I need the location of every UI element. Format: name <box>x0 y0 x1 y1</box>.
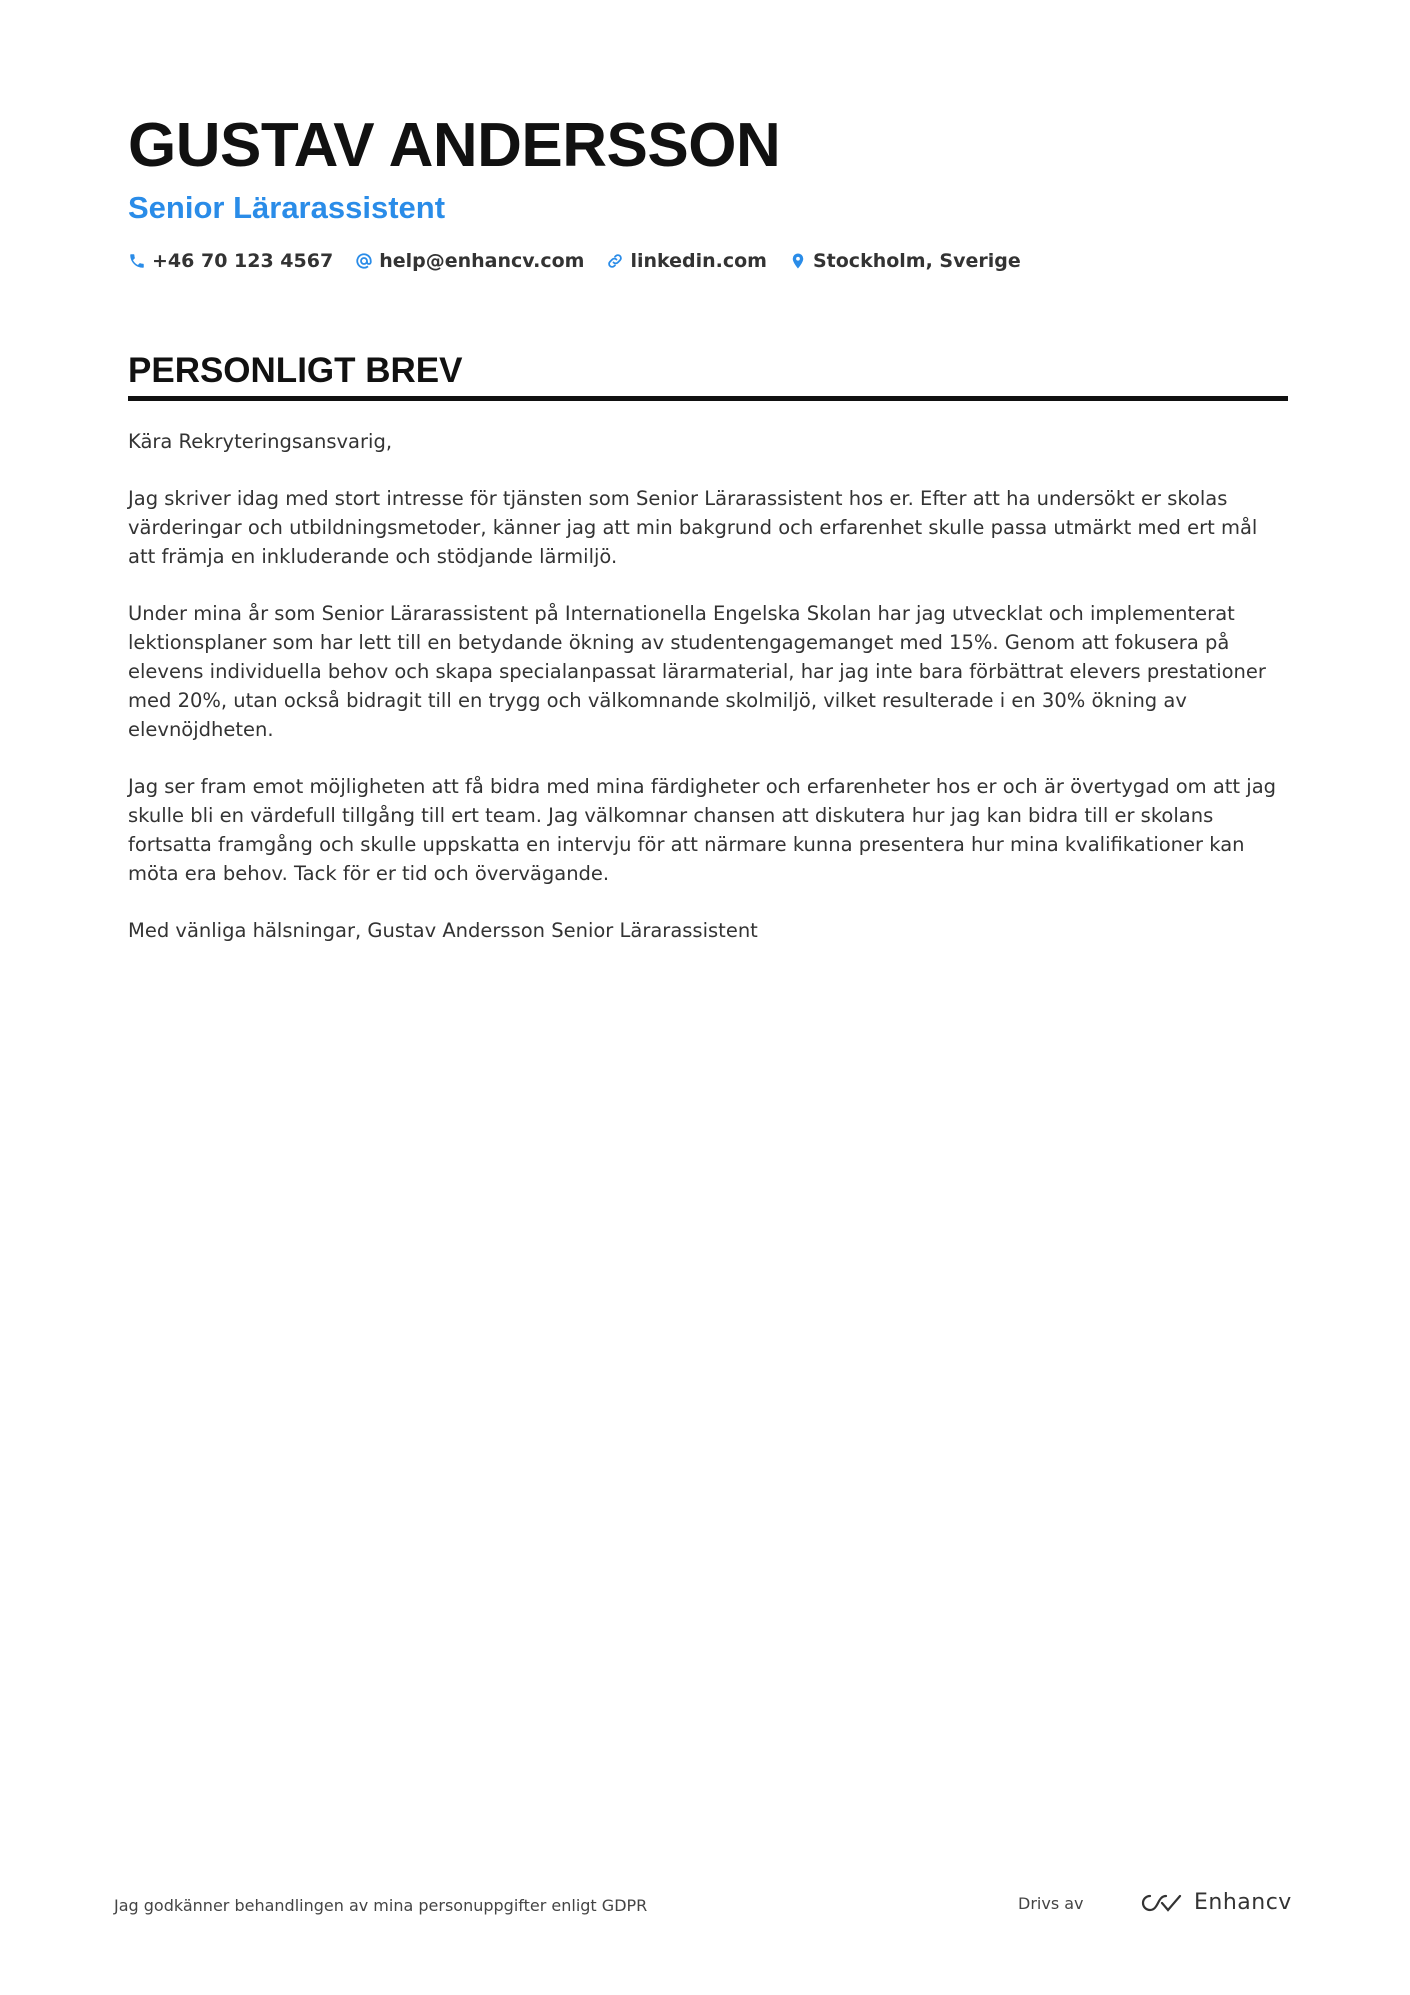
section-heading: PERSONLIGT BREV <box>128 350 1288 401</box>
job-title: Senior Lärarassistent <box>128 190 446 225</box>
letter-paragraph: Under mina år som Senior Lärarassistent på Internationella Engelska Skolan har jag utvecklat och implementerat lektionsplaner som har lett till en betydande ökning av studentengagemanget med 15%. Genom att fokusera på elevens individuella behov och skapa specialanpassat lärarmaterial, har jag inte bara förbättrat elevers prestationer med 20%, utan också bidragit till en trygg och välkomnande skolmiljö, vilket resulterade i en 30% ökning av elevnöjdheten. <box>128 602 1266 741</box>
letter-closing: Med vänliga hälsningar, Gustav Andersson Senior Lärarassistent <box>128 919 758 942</box>
cover-letter-body <box>128 427 1288 945</box>
candidate-name: GUSTAV ANDERSSON <box>128 111 781 180</box>
letter-paragraph: Jag skriver idag med stort intresse för tjänsten som Senior Lärarassistent hos er. Efter att ha undersökt er skolas värderingar och utbildningsmetoder, känner jag att min bakgrund och erfarenhet skulle passa utmärkt med ert mål att främja en inkluderande och stödjande lärmiljö. <box>128 487 1258 568</box>
location-pin-icon <box>789 252 807 270</box>
gdpr-consent-text: Jag godkänner behandlingen av mina personuppgifter enligt GDPR <box>114 1896 648 1915</box>
contact-location-text: Stockholm, Sverige <box>812 250 1021 272</box>
letter-paragraph: Jag ser fram emot möjligheten att få bidra med mina färdigheter och erfarenheter hos er och är övertygad om att jag skulle bli en värdefull tillgång till ert team. Jag välkomnar chansen att diskutera hur jag kan bidra till er skolans fortsatta framgång och skulle uppskatta en intervju för att närmare kunna presentera hur mina kvalifikationer kan möta era behov. Tack för er tid och övervägande. <box>128 775 1277 885</box>
contact-phone[interactable] <box>128 250 333 272</box>
contact-email-text: help@enhancv.com <box>379 250 585 272</box>
brand-name: Enhancv <box>1194 1890 1292 1915</box>
contact-linkedin[interactable] <box>606 250 767 272</box>
link-icon <box>606 252 624 270</box>
letter-greeting: Kära Rekryteringsansvarig, <box>128 430 393 453</box>
enhancv-logo-icon <box>1138 1891 1184 1915</box>
resume-page <box>128 108 1288 973</box>
powered-by-label: Drivs av <box>1018 1894 1084 1913</box>
contact-location <box>789 250 1021 272</box>
at-icon <box>355 252 373 270</box>
brand-logo[interactable] <box>1138 1890 1292 1915</box>
contact-bar <box>128 250 1288 272</box>
contact-email[interactable] <box>355 250 584 272</box>
contact-phone-text: +46 70 123 4567 <box>152 250 334 272</box>
phone-icon <box>128 252 146 270</box>
contact-linkedin-text: linkedin.com <box>630 250 767 272</box>
footer <box>114 1890 1290 1920</box>
